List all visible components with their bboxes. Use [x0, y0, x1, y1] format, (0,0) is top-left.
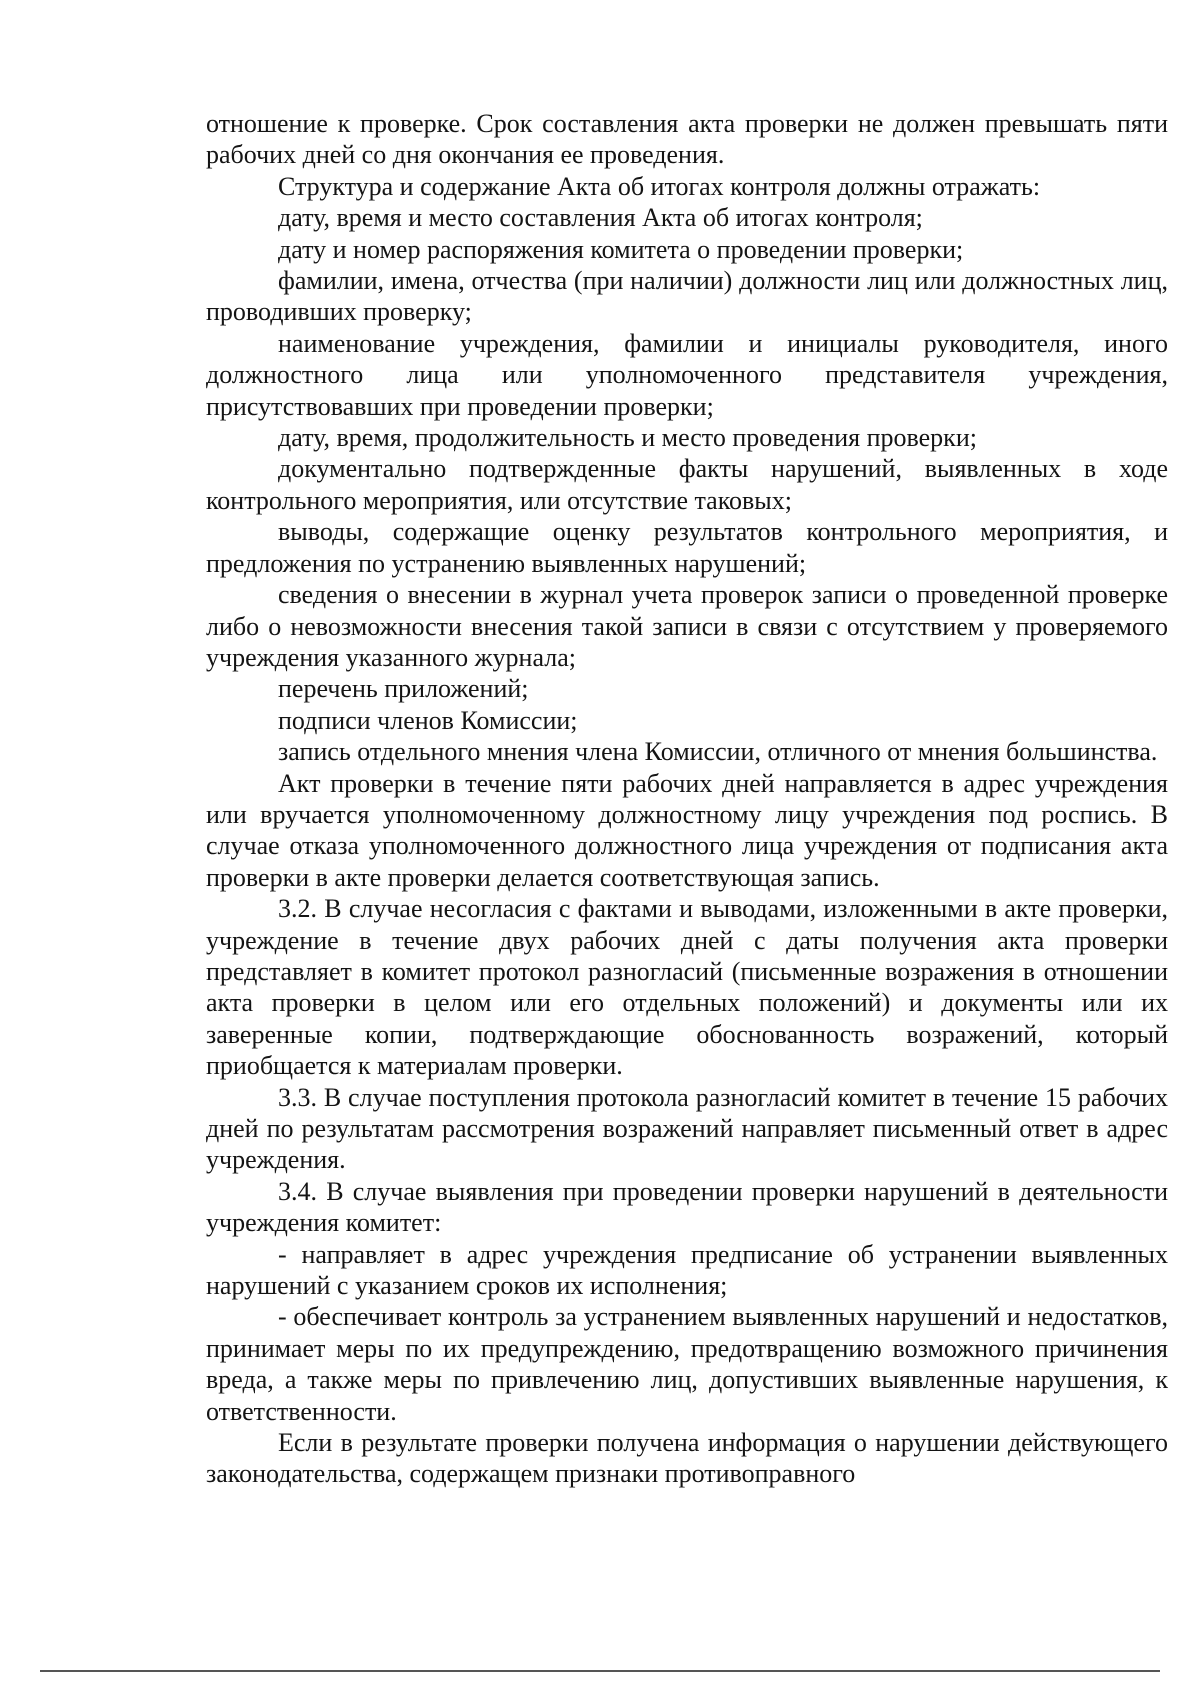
list-item-signatures: подписи членов Комиссии; — [278, 705, 578, 735]
list-item-institution: наименование учреждения, фамилии и инициалы руководителя, иного должностного лица или уполномоченного представителя учреждения, присутствовавших при проведении проверки; — [206, 328, 1168, 421]
paragraph-illegal-info: Если в результате проверки получена информация о нарушении действующего законодательства, содержащем признаки противоправного — [206, 1428, 1168, 1489]
list-item-control: - обеспечивает контроль за устранением выявленных нарушений и недостатков, принимает меры по их предупреждению, предотвращению возможного причинения вреда, а также меры по привлечению лиц, допустивших выявленные нарушения, к ответственности. — [206, 1302, 1168, 1426]
list-item-conclusions: выводы, содержащие оценку результатов контрольного мероприятия, и предложения по устранению выявленных нарушений; — [206, 517, 1168, 578]
paragraph-structure-intro: Структура и содержание Акта об итогах контроля должны отражать: — [278, 171, 1041, 201]
paragraph-continuation: отношение к проверке. Срок составления акта проверки не должен превышать пяти рабочих дней со дня окончания ее проведения. — [206, 109, 1168, 170]
list-item-prescription: - направляет в адрес учреждения предписание об устранении выявленных нарушений с указанием сроков их исполнения; — [206, 1239, 1168, 1301]
paragraph-3-2: 3.2. В случае несогласия с фактами и выводами, изложенными в акте проверки, учреждение в течение двух рабочих дней с даты получения акта проверки представляет в комитет протокол разногласий (письменные возражения в отношении акта проверки в целом или его отдельных положений) и документы или их заверенные копии, подтверждающие обоснованность возражений, который приобщается к материалам проверки. — [206, 894, 1168, 1081]
list-item-duration: дату, время, продолжительность и место проведения проверки; — [278, 423, 977, 453]
list-item-violations: документально подтвержденные факты нарушений, выявленных в ходе контрольного мероприятия, или отсутствие таковых; — [206, 454, 1168, 515]
list-item-attachments: перечень приложений; — [278, 674, 529, 704]
bottom-divider — [40, 1670, 1160, 1672]
paragraph-act-delivery: Акт проверки в течение пяти рабочих дней направляется в адрес учреждения или вручается уполномоченному должностному лицу учреждения под роспись. В случае отказа уполномоченного должностного лица учреждения от подписания акта проверки в акте проверки делается соответствующая запись. — [206, 768, 1168, 892]
paragraph-3-3: 3.3. В случае поступления протокола разногласий комитет в течение 15 рабочих дней по результатам рассмотрения возражений направляет письменный ответ в адрес учреждения. — [206, 1082, 1168, 1175]
list-item-order-number: дату и номер распоряжения комитета о проведении проверки; — [278, 234, 964, 264]
list-item-dissenting-opinion: запись отдельного мнения члена Комиссии, отличного от мнения большинства. — [278, 737, 1158, 767]
document-page — [206, 108, 1168, 1490]
paragraph-3-4: 3.4. В случае выявления при проведении проверки нарушений в деятельности учреждения комитет: — [206, 1176, 1168, 1238]
list-item-journal-record: сведения о внесении в журнал учета проверок записи о проведенной проверке либо о невозможности внесения такой записи в связи с отсутствием у проверяемого учреждения указанного журнала; — [206, 580, 1168, 672]
list-item-inspectors: фамилии, имена, отчества (при наличии) должности лиц или должностных лиц, проводивших проверку; — [206, 266, 1168, 327]
list-item-date-place: дату, время и место составления Акта об итогах контроля; — [278, 203, 923, 233]
